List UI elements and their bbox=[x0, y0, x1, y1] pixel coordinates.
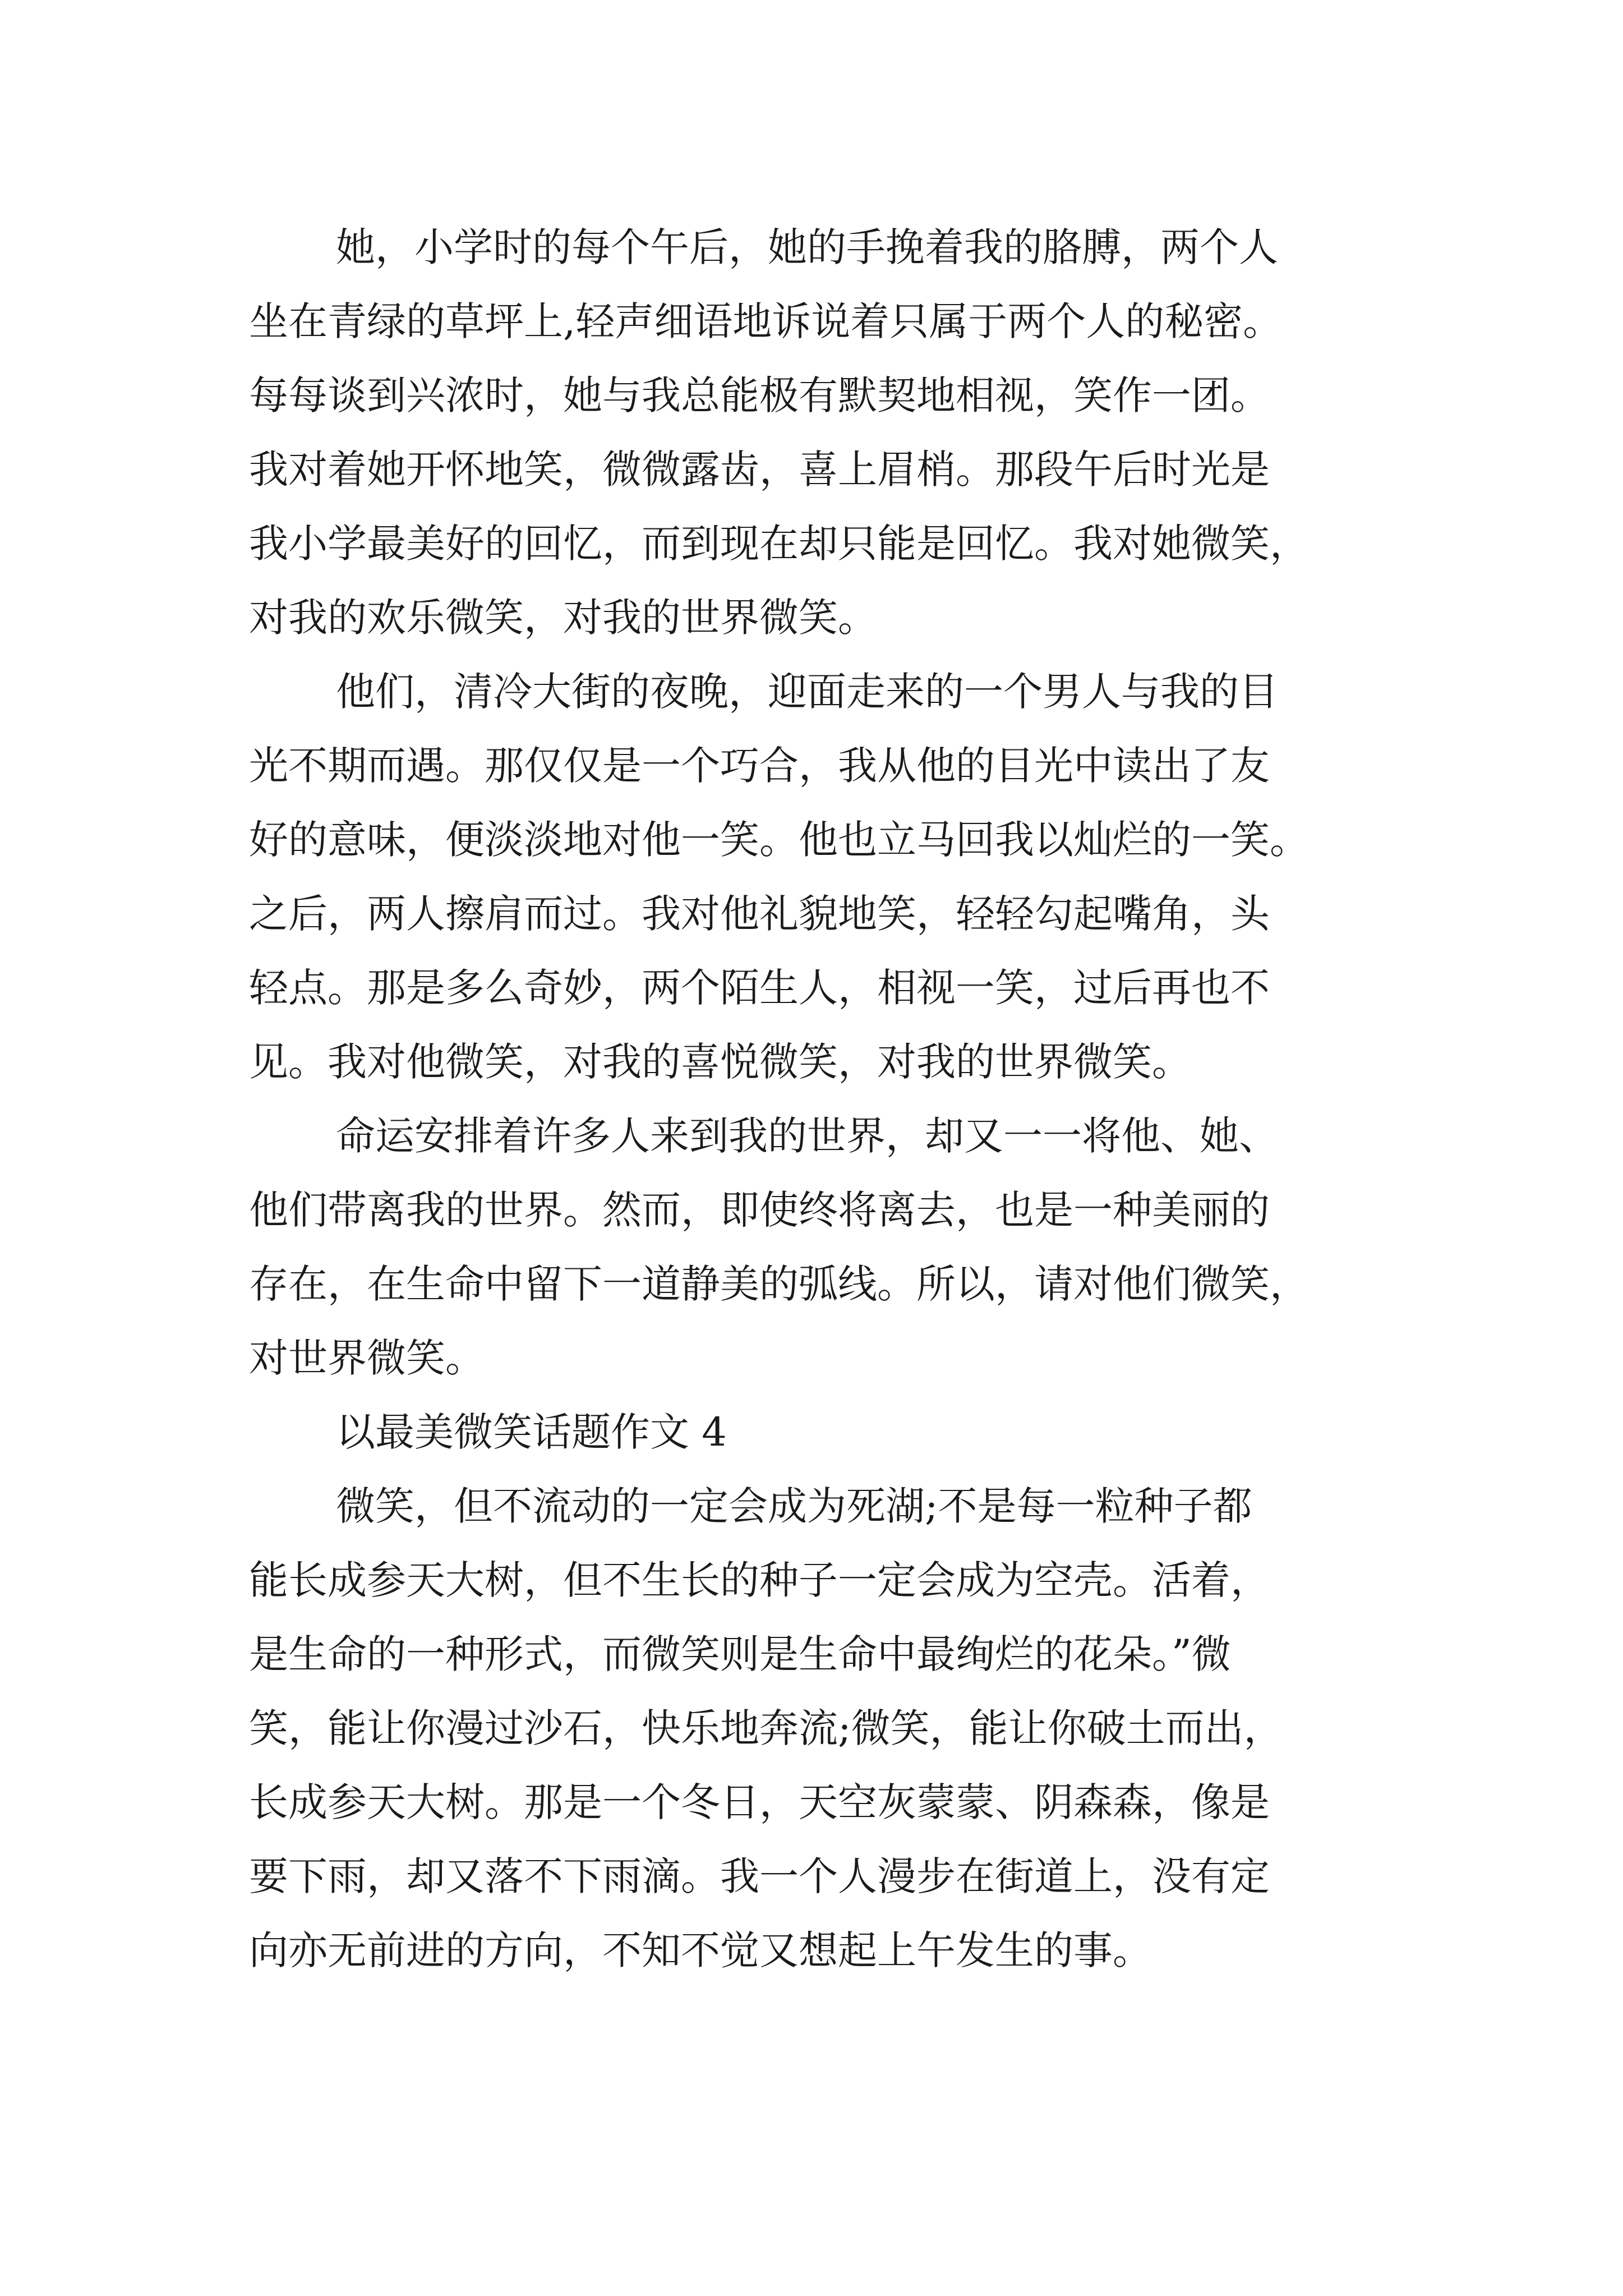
paragraph-line: 光不期而遇。那仅仅是一个巧合，我从他的目光中读出了友 bbox=[249, 743, 1270, 789]
paragraph-line: 我对着她开怀地笑，微微露齿，喜上眉梢。那段午后时光是 bbox=[249, 447, 1270, 493]
paragraph-line: 对世界微笑。 bbox=[249, 1335, 485, 1381]
paragraph-line: 见。我对他微笑，对我的喜悦微笑，对我的世界微笑。 bbox=[249, 1039, 1191, 1085]
paragraph-line: 笑，能让你漫过沙石，快乐地奔流;微笑，能让你破土而出， bbox=[249, 1705, 1283, 1751]
paragraph-line: 坐在青绿的草坪上,轻声细语地诉说着只属于两个人的秘密。 bbox=[249, 298, 1283, 344]
paragraph-line: 命运安排着许多人来到我的世界，却又一一将他、她、 bbox=[336, 1113, 1278, 1159]
paragraph-line: 她，小学时的每个午后，她的手挽着我的胳膊，两个人 bbox=[336, 224, 1278, 270]
section-heading: 以最美微笑话题作文 4 bbox=[336, 1409, 727, 1455]
document-body bbox=[249, 210, 1449, 1987]
paragraph-line: 存在，在生命中留下一道静美的弧线。所以，请对他们微笑， bbox=[249, 1261, 1309, 1307]
paragraph-line: 要下雨，却又落不下雨滴。我一个人漫步在街道上，没有定 bbox=[249, 1853, 1270, 1899]
paragraph-line: 之后，两人擦肩而过。我对他礼貌地笑，轻轻勾起嘴角，头 bbox=[249, 891, 1270, 937]
paragraph-line: 是生命的一种形式，而微笑则是生命中最绚烂的花朵。”微 bbox=[249, 1631, 1231, 1677]
paragraph-line: 长成参天大树。那是一个冬日，天空灰蒙蒙、阴森森，像是 bbox=[249, 1779, 1270, 1825]
paragraph-line: 轻点。那是多么奇妙，两个陌生人，相视一笑，过后再也不 bbox=[249, 965, 1270, 1011]
paragraph-line: 对我的欢乐微笑，对我的世界微笑。 bbox=[249, 595, 877, 641]
paragraph-line: 他们带离我的世界。然而，即使终将离去，也是一种美丽的 bbox=[249, 1187, 1270, 1233]
paragraph-line: 每每谈到兴浓时，她与我总能极有默契地相视，笑作一团。 bbox=[249, 372, 1270, 418]
paragraph-line: 微笑，但不流动的一定会成为死湖;不是每一粒种子都 bbox=[336, 1483, 1252, 1529]
paragraph-line: 好的意味，便淡淡地对他一笑。他也立马回我以灿烂的一笑。 bbox=[249, 817, 1309, 863]
paragraph-line: 能长成参天大树，但不生长的种子一定会成为空壳。活着， bbox=[249, 1557, 1270, 1603]
paragraph-line: 我小学最美好的回忆，而到现在却只能是回忆。我对她微笑， bbox=[249, 521, 1309, 567]
paragraph-line: 他们，清冷大街的夜晚，迎面走来的一个男人与我的目 bbox=[336, 669, 1278, 715]
paragraph-line: 向亦无前进的方向，不知不觉又想起上午发生的事。 bbox=[249, 1927, 1152, 1973]
